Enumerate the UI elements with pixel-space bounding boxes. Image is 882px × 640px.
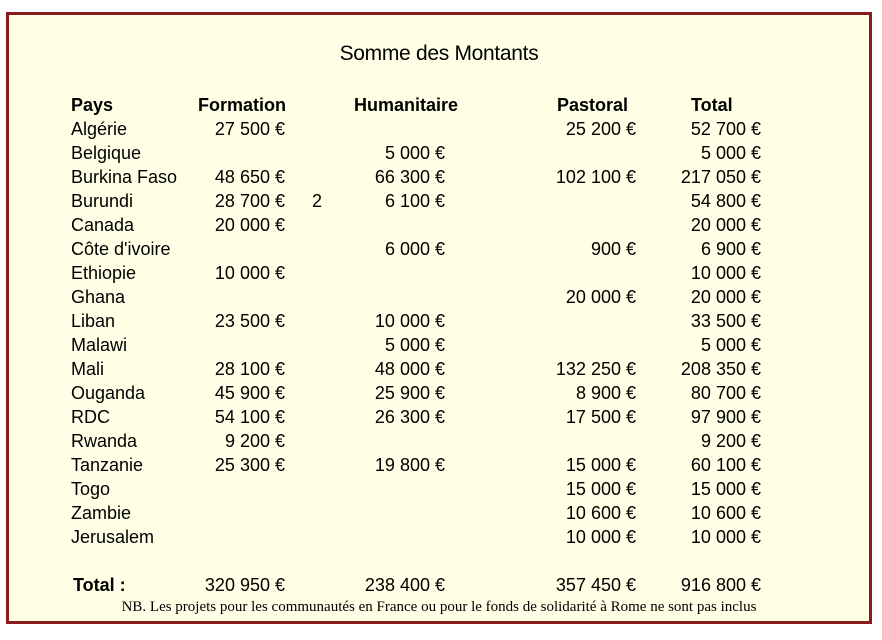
cell-country: Canada	[71, 215, 135, 235]
header-row	[9, 93, 869, 117]
cell-country: RDC	[71, 407, 110, 427]
cell-total: 10 600 €	[690, 503, 761, 523]
cell-humanitaire: 26 300 €	[374, 407, 445, 427]
cell-country: Mali	[71, 359, 105, 379]
cell-country: Zambie	[71, 503, 132, 523]
cell-pastoral: 25 200 €	[565, 119, 636, 139]
cell-formation: 9 200 €	[224, 431, 285, 451]
cell-humanitaire: 48 000 €	[374, 359, 445, 379]
cell-formation: 27 500 €	[214, 119, 285, 139]
cell-total: 10 000 €	[690, 527, 761, 547]
cell-country: Burundi	[71, 191, 134, 211]
cell-humanitaire: 66 300 €	[374, 167, 445, 187]
table-row	[9, 357, 869, 381]
cell-pastoral: 17 500 €	[565, 407, 636, 427]
cell-total: 9 200 €	[700, 431, 761, 451]
cell-country: Burkina Faso	[71, 167, 178, 187]
header-humanitaire: Humanitaire	[354, 95, 459, 115]
totals-humanitaire: 238 400 €	[364, 575, 445, 595]
summary-panel	[6, 12, 872, 624]
cell-pastoral: 10 000 €	[565, 527, 636, 547]
cell-country: Liban	[71, 311, 116, 331]
cell-formation: 28 700 €	[214, 191, 285, 211]
table-row	[9, 237, 869, 261]
table-row	[9, 405, 869, 429]
cell-humanitaire: 10 000 €	[374, 311, 445, 331]
table-row	[9, 429, 869, 453]
table-row	[9, 213, 869, 237]
cell-humanitaire: 6 000 €	[384, 239, 445, 259]
cell-humanitaire: 25 900 €	[374, 383, 445, 403]
cell-humanitaire: 5 000 €	[384, 335, 445, 355]
table-row	[9, 333, 869, 357]
cell-formation: 20 000 €	[214, 215, 285, 235]
table-row	[9, 117, 869, 141]
table-row	[9, 165, 869, 189]
cell-country: Ouganda	[71, 383, 146, 403]
cell-country: Ethiopie	[71, 263, 137, 283]
cell-extra: 2	[312, 191, 323, 211]
cell-formation: 28 100 €	[214, 359, 285, 379]
table-row	[9, 477, 869, 501]
totals-label: Total :	[73, 575, 126, 595]
table-row	[9, 453, 869, 477]
table-row	[9, 501, 869, 525]
totals-total: 916 800 €	[680, 575, 761, 595]
cell-total: 20 000 €	[690, 287, 761, 307]
table-row	[9, 189, 869, 213]
cell-total: 33 500 €	[690, 311, 761, 331]
cell-formation: 45 900 €	[214, 383, 285, 403]
cell-pastoral: 102 100 €	[555, 167, 636, 187]
table-row	[9, 261, 869, 285]
totals-row	[9, 573, 869, 597]
cell-humanitaire: 6 100 €	[384, 191, 445, 211]
cell-total: 97 900 €	[690, 407, 761, 427]
header-total: Total	[691, 95, 733, 115]
table-row	[9, 285, 869, 309]
cell-country: Tanzanie	[71, 455, 144, 475]
totals-formation: 320 950 €	[204, 575, 285, 595]
cell-total: 80 700 €	[690, 383, 761, 403]
totals-pastoral: 357 450 €	[555, 575, 636, 595]
cell-pastoral: 15 000 €	[565, 455, 636, 475]
header-formation: Formation	[198, 95, 286, 115]
table-row	[9, 525, 869, 549]
cell-total: 20 000 €	[690, 215, 761, 235]
cell-formation: 25 300 €	[214, 455, 285, 475]
table-row	[9, 381, 869, 405]
cell-country: Malawi	[71, 335, 128, 355]
cell-humanitaire: 19 800 €	[374, 455, 445, 475]
cell-country: Côte d'ivoire	[71, 239, 171, 259]
cell-total: 6 900 €	[700, 239, 761, 259]
cell-country: Togo	[71, 479, 111, 499]
cell-pastoral: 132 250 €	[555, 359, 636, 379]
cell-pastoral: 8 900 €	[575, 383, 636, 403]
cell-country: Algérie	[71, 119, 128, 139]
cell-total: 217 050 €	[680, 167, 761, 187]
header-country: Pays	[71, 95, 114, 115]
cell-humanitaire: 5 000 €	[384, 143, 445, 163]
table-title: Somme des Montants	[339, 42, 539, 65]
cell-country: Jerusalem	[71, 527, 155, 547]
cell-country: Rwanda	[71, 431, 138, 451]
footnote: NB. Les projets pour les communautés en France ou pour le fonds de solidarité à Rome ne sont pas inclus	[121, 599, 757, 615]
cell-country: Ghana	[71, 287, 126, 307]
cell-formation: 10 000 €	[214, 263, 285, 283]
cell-pastoral: 900 €	[590, 239, 636, 259]
table-row	[9, 141, 869, 165]
cell-country: Belgique	[71, 143, 142, 163]
cell-total: 52 700 €	[690, 119, 761, 139]
table-row	[9, 309, 869, 333]
cell-formation: 48 650 €	[214, 167, 285, 187]
cell-pastoral: 10 600 €	[565, 503, 636, 523]
cell-total: 5 000 €	[700, 143, 761, 163]
cell-pastoral: 20 000 €	[565, 287, 636, 307]
header-pastoral: Pastoral	[557, 95, 629, 115]
cell-formation: 54 100 €	[214, 407, 285, 427]
cell-total: 5 000 €	[700, 335, 761, 355]
cell-total: 54 800 €	[690, 191, 761, 211]
cell-total: 60 100 €	[690, 455, 761, 475]
cell-total: 208 350 €	[680, 359, 761, 379]
cell-pastoral: 15 000 €	[565, 479, 636, 499]
cell-total: 10 000 €	[690, 263, 761, 283]
cell-formation: 23 500 €	[214, 311, 285, 331]
cell-total: 15 000 €	[690, 479, 761, 499]
